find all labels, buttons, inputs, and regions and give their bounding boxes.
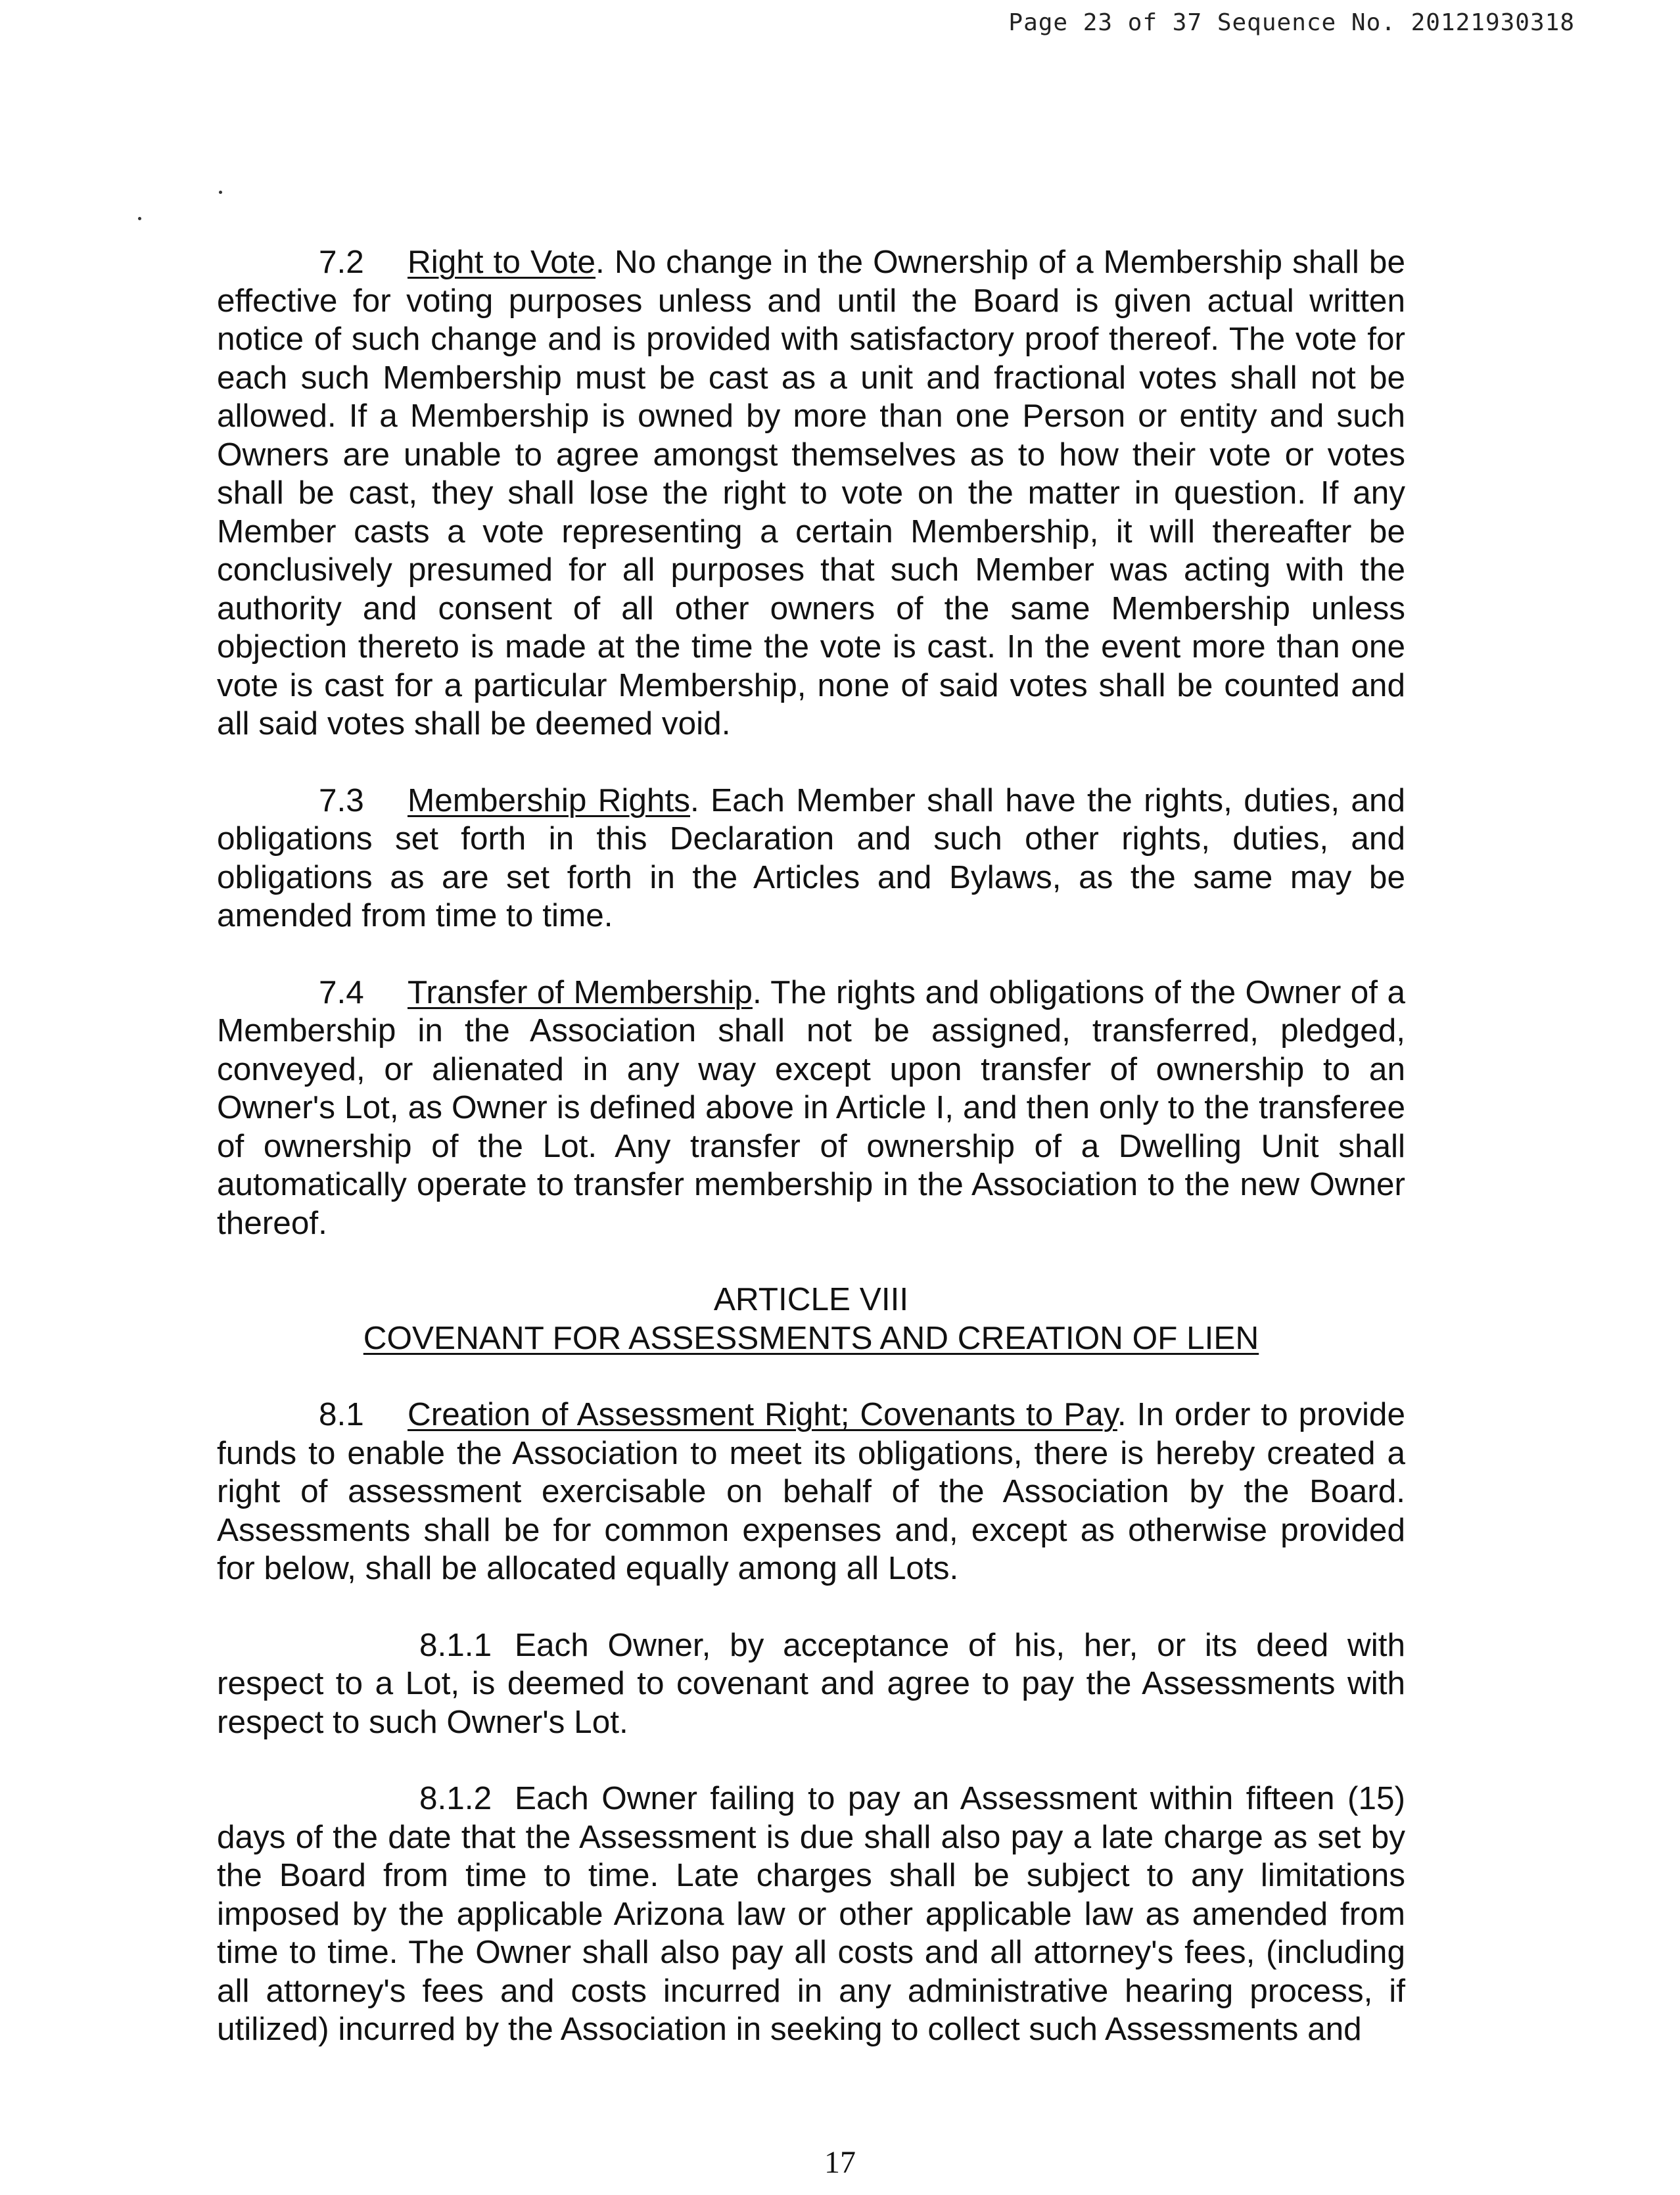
section-8-1-2: [217, 1780, 1405, 2049]
section-text: Each Owner, by acceptance of his, her, or its deed with respect to a Lot, is deemed to covenant and agree to pay the Assessments with respect to such Owner's Lot.: [217, 1626, 1405, 1740]
article-label: ARTICLE VIII: [713, 1281, 909, 1317]
section-heading: Creation of Assessment Right; Covenants to Pay: [408, 1396, 1117, 1432]
section-7-4: [217, 974, 1405, 1243]
section-heading: Membership Rights: [408, 782, 690, 818]
page-sequence-header: Page 23 of 37 Sequence No. 20121930318: [1008, 9, 1575, 36]
section-number: 7.3: [319, 782, 364, 818]
section-number: 8.1.1: [419, 1626, 492, 1663]
section-7-3: [217, 782, 1405, 935]
section-number: 7.2: [319, 244, 364, 280]
document-body: [217, 243, 1405, 2087]
section-text: . In order to provide funds to enable the Association to meet its obligations, there is hereby created a right of assessment exercisable on behalf of the Association by the Board. Assessments shall be for common expenses and, except as otherwise provided for below, shall be allocated equally among all Lots.: [217, 1396, 1405, 1586]
section-text: . The rights and obligations of the Owner of a Membership in the Association shall not be assigned, transferred, pledged, conveyed, or alienated in any way except upon transfer of ownership to an Owner's Lot, as Owner is defined above in Article I, and then only to the transferee of ownership of the Lot. Any transfer of ownership of a Dwelling Unit shall automatically operate to transfer membership in the Association to the new Owner thereof.: [217, 974, 1405, 1241]
section-text: Each Owner failing to pay an Assessment within fifteen (15) days of the date that the Assessment is due shall also pay a late charge as set by the Board from time to time. Late charges shall be subject to any limitations imposed by the applicable Arizona law or other applicable law as amended from time to time. The Owner shall also pay all costs and all attorney's fees, (including all attorney's fees and costs incurred in any administrative hearing process, if utilized) incurred by the Association in seeking to collect such Assessments and: [217, 1780, 1405, 2047]
page-number: 17: [824, 2145, 856, 2180]
section-8-1-1: [217, 1626, 1405, 1742]
section-8-1: [217, 1396, 1405, 1588]
section-text: . Each Member shall have the rights, duties, and obligations set forth in this Declaration and such other rights, duties, and obligations as are set forth in the Articles and Bylaws, as the same may be amended from time to time.: [217, 782, 1405, 933]
section-heading: Right to Vote: [408, 244, 596, 280]
scan-speck: [219, 191, 222, 194]
section-7-2: [217, 243, 1405, 743]
article-title: COVENANT FOR ASSESSMENTS AND CREATION OF LIEN: [363, 1319, 1259, 1356]
section-number: 8.1: [319, 1396, 364, 1432]
section-heading: Transfer of Membership: [408, 974, 753, 1010]
scan-speck: [138, 217, 141, 220]
article-heading: [217, 1281, 1405, 1357]
section-number: 7.4: [319, 974, 364, 1010]
section-number: 8.1.2: [419, 1780, 492, 1816]
section-text: . No change in the Ownership of a Membership shall be effective for voting purposes unless and until the Board is given actual written notice of such change and is provided with satisfactory proof thereof. The vote for each such Membership must be cast as a unit and fractional votes shall not be allowed. If a Membership is owned by more than one Person or entity and such Owners are unable to agree amongst themselves as to how their vote or votes shall be cast, they shall lose the right to vote on the matter in question. If any Member casts a vote representing a certain Membership, it will thereafter be conclusively presumed for all purposes that such Member was acting with the authority and consent of all other owners of the same Membership unless objection thereto is made at the time the vote is cast. In the event more than one vote is cast for a particular Membership, none of said votes shall be counted and all said votes shall be deemed void.: [217, 244, 1405, 742]
